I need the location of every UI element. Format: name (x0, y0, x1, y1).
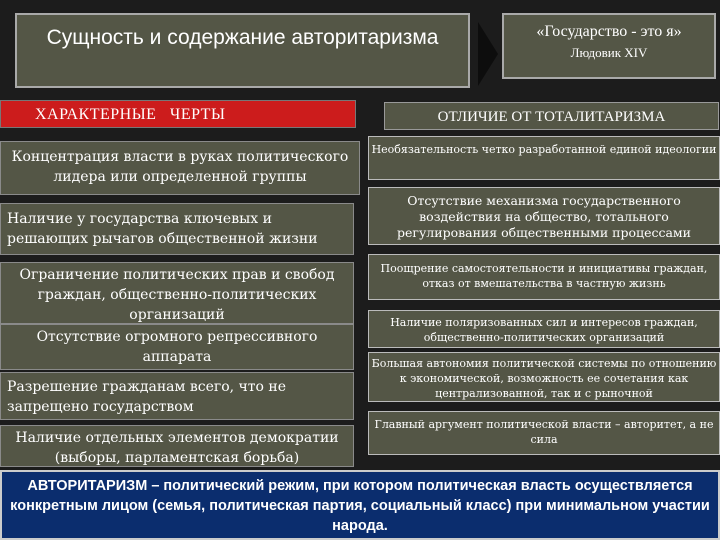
feature-item: Ограничение политических прав и свобод граждан, общественно-политических организаций (0, 262, 354, 324)
definition-box: АВТОРИТАРИЗМ – политический режим, при котором политическая власть осуществляется конкретным лицом (семья, политическая партия, социальный класс) при минимальном участии народа. (0, 470, 720, 540)
feature-item: Отсутствие огромного репрессивного аппарата (0, 324, 354, 370)
quote-author: Людовик XIV (570, 45, 648, 60)
quote-box (502, 13, 716, 79)
feature-item: Разрешение гражданам всего, что не запрещено государством (0, 372, 354, 420)
differences-header: ОТЛИЧИЕ ОТ ТОТАЛИТАРИЗМА (384, 102, 719, 130)
difference-item: Наличие поляризованных сил и интересов граждан, общественно-политических организаций (368, 310, 720, 348)
difference-item: Поощрение самостоятельности и инициативы граждан, отказ от вмешательства в частную жизнь (368, 254, 720, 300)
difference-item: Отсутствие механизма государственного воздействия на общество, тотального регулирования общественными процессами (368, 187, 720, 245)
difference-item: Большая автономия политической системы по отношению к экономической, возможность ее сочетания как централизованной, так и с рыночной (368, 352, 720, 402)
features-header: ХАРАКТЕРНЫЕ ЧЕРТЫ (0, 100, 356, 128)
feature-item: Наличие отдельных элементов демократии (выборы, парламентская борьба) (0, 425, 354, 467)
feature-item: Концентрация власти в руках политического лидера или определенной группы (0, 141, 360, 195)
quote-text: «Государство - это я» (536, 23, 682, 40)
difference-item: Необязательность четко разработанной единой идеологии (368, 136, 720, 180)
arrow-right-icon (478, 22, 498, 86)
page-title: Сущность и содержание авторитаризма (15, 13, 470, 88)
feature-item: Наличие у государства ключевых и решающих рычагов общественной жизни (0, 203, 354, 255)
difference-item: Главный аргумент политической власти – авторитет, а не сила (368, 411, 720, 455)
